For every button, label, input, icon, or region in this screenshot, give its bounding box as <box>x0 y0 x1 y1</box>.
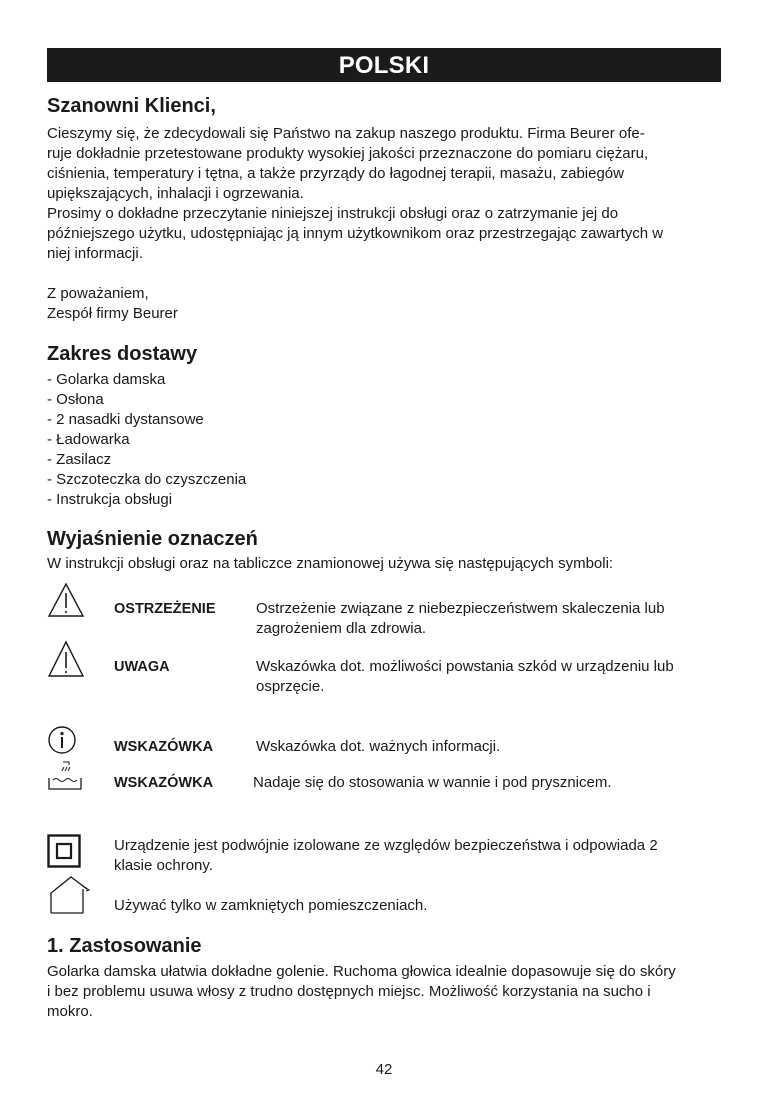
bath-label: WSKAZÓWKA <box>114 775 214 791</box>
usage-line: Golarka damska ułatwia dokładne golenie. Ruchoma głowica idealnie dopasowuje się do skóry <box>47 963 676 980</box>
signoff <box>47 284 721 324</box>
greeting-title: Szanowni Klienci, <box>47 95 216 117</box>
caution-text-line: osprzęcie. <box>256 678 325 695</box>
manual-page <box>47 48 721 1020</box>
warning-text-line: zagrożeniem dla zdrowia. <box>256 620 427 637</box>
symbols-intro: W instrukcji obsługi oraz na tabliczce znamionowej używa się następujących symboli: <box>47 555 614 572</box>
class2-text-line: klasie ochrony. <box>114 857 213 874</box>
greeting-line: późniejszego użytku, udostępniając ją innym użytkownikom oraz przestrzegając zawartych w <box>47 225 664 242</box>
greeting-line: ruje dokładnie przetestowane produkty wysokiej jakości przeznaczone do pomiaru ciężaru, <box>47 145 649 162</box>
delivery-list <box>47 370 721 510</box>
caution-label: UWAGA <box>114 659 170 675</box>
usage-title: 1. Zastosowanie <box>47 935 202 957</box>
bath-shower-icon <box>47 760 83 792</box>
caution-triangle-icon <box>47 640 85 678</box>
list-item: - 2 nasadki dystansowe <box>47 411 204 428</box>
note-text: Wskazówka dot. ważnych informacji. <box>256 738 501 755</box>
warning-text <box>256 599 716 639</box>
signoff-line: Zespół firmy Beurer <box>47 305 178 322</box>
list-item: - Instrukcja obsługi <box>47 491 173 508</box>
bath-text: Nadaje się do stosowania w wannie i pod prysznicem. <box>253 774 612 791</box>
caution-text <box>256 657 716 697</box>
page-number: 42 <box>375 1061 393 1078</box>
usage-line: mokro. <box>47 1003 93 1020</box>
delivery-title: Zakres dostawy <box>47 343 198 365</box>
greeting-line: Cieszymy się, że zdecydowali się Państwo na zakup naszego produktu. Firma Beurer ofe- <box>47 125 645 142</box>
info-icon <box>47 725 77 755</box>
list-item: - Golarka damska <box>47 371 166 388</box>
caution-text-line: Wskazówka dot. możliwości powstania szkód w urządzeniu lub <box>256 658 674 675</box>
class2-text-line: Urządzenie jest podwójnie izolowane ze względów bezpieczeństwa i odpowiada 2 <box>114 837 658 854</box>
greeting-line: upiększających, inhalacji i ogrzewania. <box>47 185 304 202</box>
symbols-title: Wyjaśnienie oznaczeń <box>47 528 258 550</box>
class2-text <box>114 836 714 876</box>
list-item: - Zasilacz <box>47 451 112 468</box>
double-insulation-icon <box>47 834 81 868</box>
language-banner: POLSKI <box>47 48 721 82</box>
usage-line: i bez problemu usuwa włosy z trudno dostępnych miejsc. Możliwość korzystania na sucho i <box>47 983 651 1000</box>
list-item: - Osłona <box>47 391 104 408</box>
indoor-text: Używać tylko w zamkniętych pomieszczeniach. <box>114 897 428 914</box>
warning-text-line: Ostrzeżenie związane z niebezpieczeństwem skaleczenia lub <box>256 600 665 617</box>
warning-label: OSTRZEŻENIE <box>114 601 216 617</box>
usage-text <box>47 962 721 1022</box>
list-item: - Szczoteczka do czyszczenia <box>47 471 247 488</box>
warning-triangle-icon <box>47 582 85 618</box>
greeting-line: Prosimy o dokładne przeczytanie niniejszej instrukcji obsługi oraz o zatrzymanie jej do <box>47 205 619 222</box>
greeting-line: niej informacji. <box>47 245 143 262</box>
signoff-line: Z poważaniem, <box>47 285 149 302</box>
greeting-line: ciśnienia, temperatury i tętna, a także przyrządy do łagodnej terapii, masażu, zabiegów <box>47 165 624 182</box>
list-item: - Ładowarka <box>47 431 130 448</box>
note-label: WSKAZÓWKA <box>114 739 214 755</box>
house-icon <box>47 875 91 915</box>
greeting-text <box>47 124 721 264</box>
